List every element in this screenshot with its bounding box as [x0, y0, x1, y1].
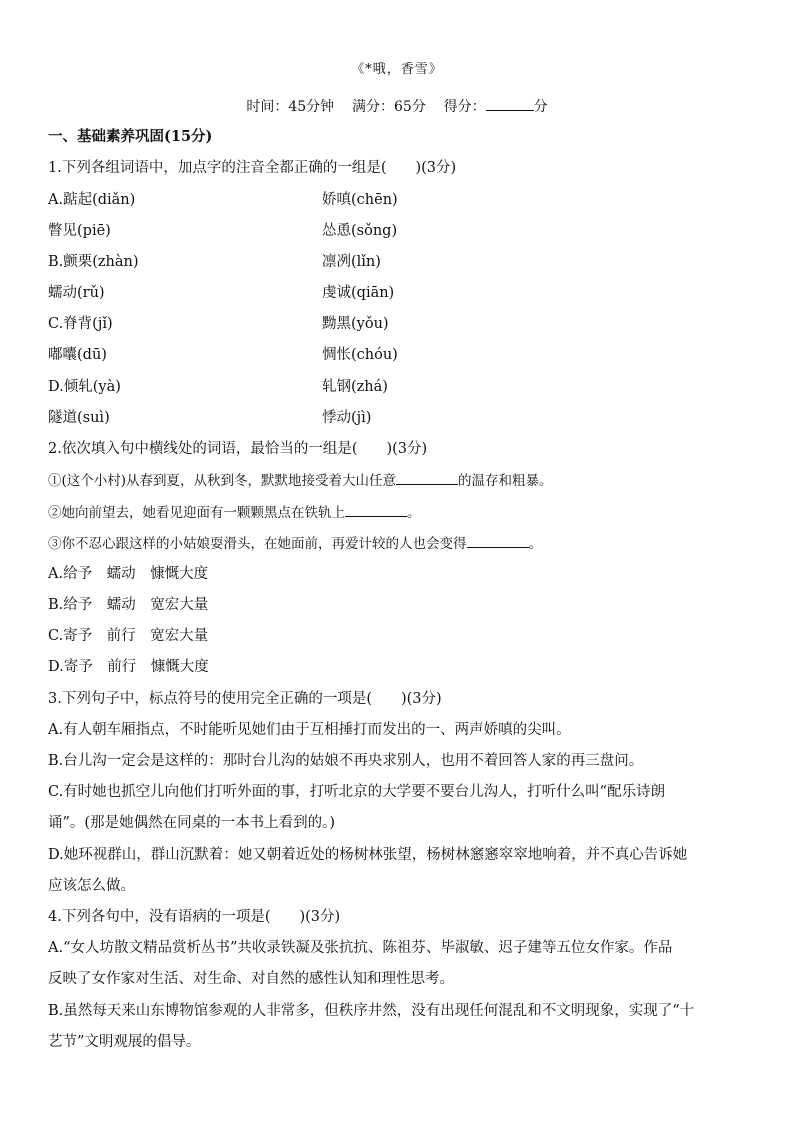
q2-blank-2[interactable]: [345, 502, 407, 517]
q1-option-d-right-2: 悸动(jì): [322, 410, 372, 426]
section-heading: 一、基础素养巩固(15分): [48, 128, 213, 145]
q1-option-a-left-2: 瞥见(piē): [48, 223, 111, 239]
q2-s2-text-a: ②她向前望去，她看见迎面有一颗颗黑点在铁轨上: [48, 505, 345, 521]
q3-option-d-line-1: D.她环视群山，群山沉默着：她又朝着近处的杨树林张望，杨树林窸窸窣窣地响着，并不真心告诉她: [48, 847, 688, 863]
score-blank[interactable]: [486, 96, 534, 111]
q4-option-a-line-1: A.“女人坊散文精品赏析丛书”共收录铁凝及张抗抗、陈祖芬、毕淑敏、迟子建等五位女作家。作品: [48, 940, 673, 956]
score-label: 得分：: [443, 99, 486, 115]
q1-option-b-left: B.颤栗(zhàn): [48, 254, 139, 270]
q1-option-a-left: A.踮起(diǎn): [48, 192, 136, 208]
q2-s1-text-b: 的温存和粗暴。: [458, 473, 553, 489]
q2-sentence-1: [48, 470, 553, 491]
score-unit: 分: [533, 99, 548, 115]
q2-s2-text-b: 。: [407, 505, 421, 521]
q3-option-d-line-2: 应该怎么做。: [48, 878, 135, 894]
q2-s1-text-a: ①(这个小村)从春到夏，从秋到冬，默默地接受着大山任意: [48, 473, 397, 489]
q2-blank-1[interactable]: [396, 470, 458, 485]
question-4-stem: 4.下列各句中，没有语病的一项是( )(3分): [48, 909, 341, 925]
question-2-stem: 2.依次填入句中横线处的词语，最恰当的一组是( )(3分): [48, 441, 428, 457]
full-score: 满分：65分: [352, 99, 426, 115]
q1-option-a-right: 娇嗔(chēn): [322, 192, 398, 208]
q1-option-c-left-2: 嘟囔(dū): [48, 347, 107, 363]
q2-option-b: B.给予 蠕动 宽宏大量: [48, 597, 209, 613]
q1-option-a-right-2: 怂恿(sǒng): [322, 223, 398, 239]
q2-sentence-2: [48, 502, 421, 523]
question-1-stem: 1.下列各组词语中，加点字的注音全都正确的一组是( )(3分): [48, 160, 457, 176]
question-3-stem: 3.下列句子中，标点符号的使用完全正确的一项是( )(3分): [48, 691, 442, 707]
q1-option-d-right: 轧钢(zhá): [322, 379, 388, 395]
q1-option-d-left: D.倾轧(yà): [48, 379, 121, 395]
time-limit: 时间：45分钟: [246, 99, 335, 115]
exam-meta: [0, 96, 794, 116]
q1-option-b-right: 凛冽(lǐn): [322, 254, 381, 270]
q4-option-b-line-2: 艺节”文明观展的倡导。: [48, 1034, 201, 1050]
q2-option-d: D.寄予 前行 慷慨大度: [48, 659, 209, 675]
q3-option-c-line-2: 诵”。(那是她偶然在同桌的一本书上看到的。): [48, 815, 335, 831]
q1-option-c-right-2: 惆怅(chóu): [322, 347, 398, 363]
q4-option-b-line-1: B.虽然每天来山东博物馆参观的人非常多，但秩序井然，没有出现任何混乱和不文明现象，实现了“十: [48, 1003, 695, 1019]
q2-option-c: C.寄予 前行 宽宏大量: [48, 628, 209, 644]
q1-option-c-right: 黝黑(yǒu): [322, 316, 389, 332]
q3-option-a: A.有人朝车厢指点，不时能听见她们由于互相捶打而发出的一、两声娇嗔的尖叫。: [48, 722, 571, 738]
q2-s3-text-b: 。: [528, 536, 542, 552]
q2-option-a: A.给予 蠕动 慷慨大度: [48, 566, 209, 582]
q1-option-d-left-2: 隧道(suì): [48, 410, 110, 426]
q1-option-c-left: C.脊背(jǐ): [48, 316, 113, 332]
q2-blank-3[interactable]: [467, 533, 529, 548]
page-title: 《*哦，香雪》: [351, 62, 443, 77]
q2-s3-text-a: ③你不忍心跟这样的小姑娘耍滑头，在她面前，再爱计较的人也会变得: [48, 536, 467, 552]
q3-option-c-line-1: C.有时她也抓空儿向他们打听外面的事，打听北京的大学要不要台儿沟人，打听什么叫“配乐诗朗: [48, 784, 666, 800]
q4-option-a-line-2: 反映了女作家对生活、对生命、对自然的感性认知和理性思考。: [48, 971, 454, 987]
q2-sentence-3: [48, 533, 542, 554]
q3-option-b: B.台儿沟一定会是这样的：那时台儿沟的姑娘不再央求别人，也用不着回答人家的再三盘问。: [48, 753, 644, 769]
q1-option-b-right-2: 虔诚(qiān): [322, 285, 395, 301]
q1-option-b-left-2: 蠕动(rǔ): [48, 285, 105, 301]
